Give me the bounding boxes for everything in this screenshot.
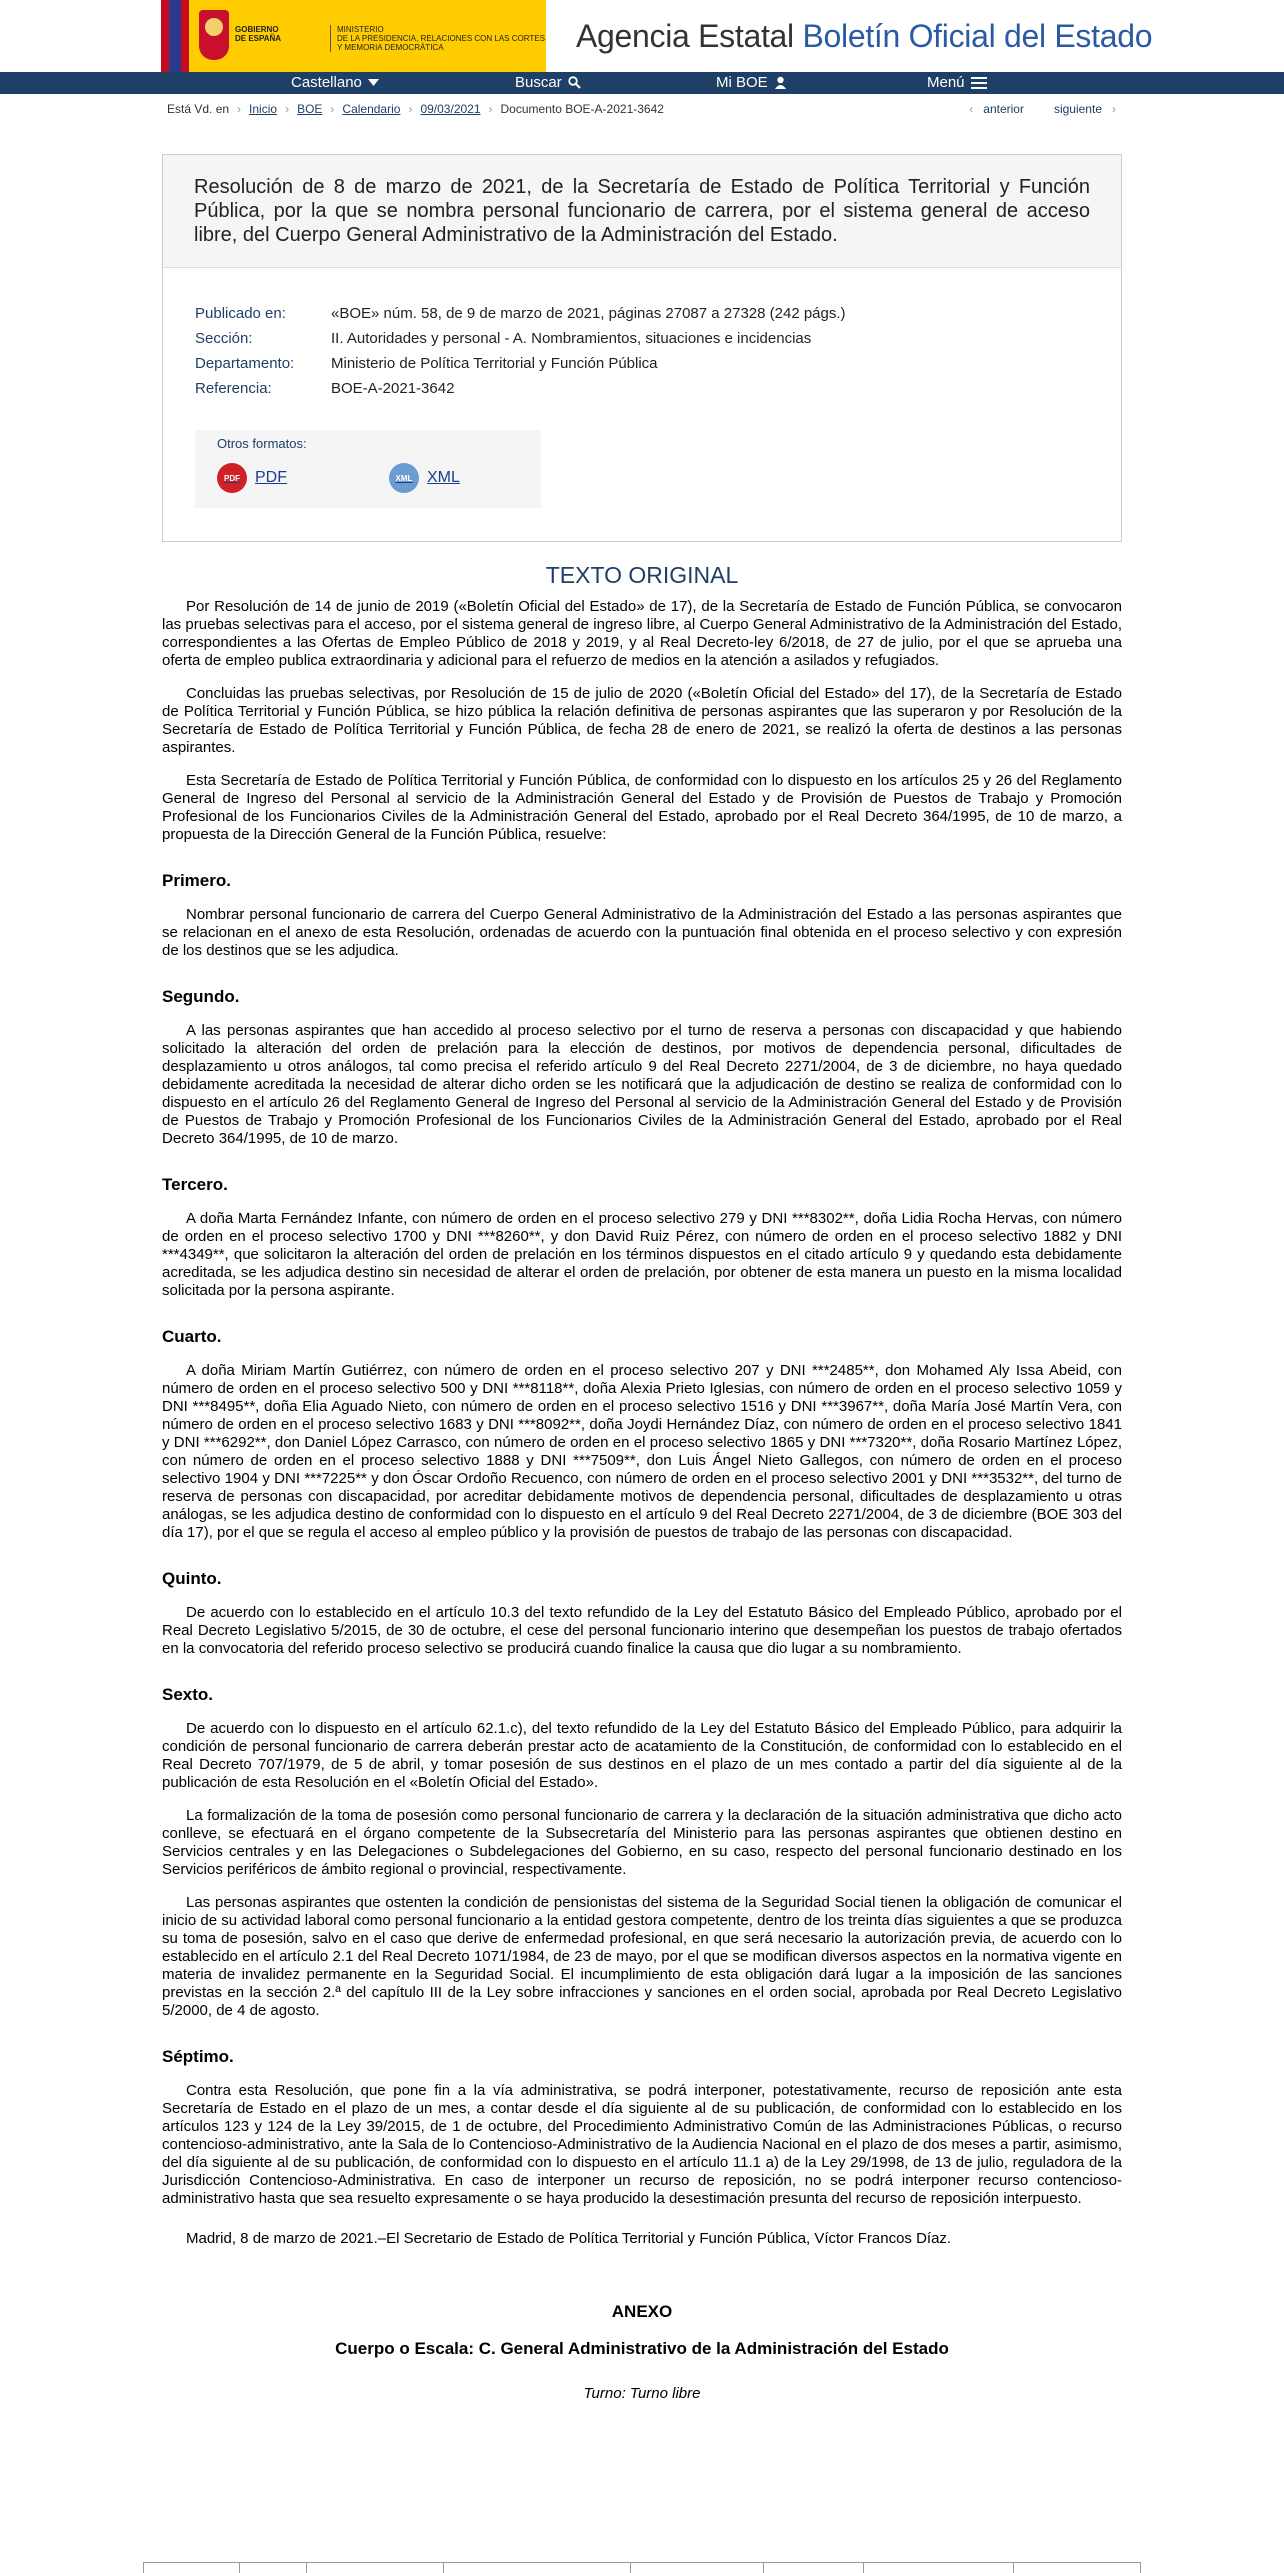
agency-title[interactable]: Agencia Estatal Boletín Oficial del Estado (576, 18, 1153, 54)
coat-of-arms-icon (199, 10, 229, 60)
other-formats (195, 430, 541, 508)
meta-value: BOE-A-2021-3642 (331, 380, 455, 397)
ministry-label: MINISTERIO DE LA PRESIDENCIA, RELACIONES CON LAS CORTES Y MEMORIA DEMOCRÁTICA (330, 25, 545, 52)
meta-value: II. Autoridades y personal - A. Nombramientos, situaciones e incidencias (331, 330, 812, 347)
pdf-label[interactable]: PDF (255, 469, 287, 486)
document-summary (162, 154, 1122, 542)
government-logo-band[interactable] (161, 0, 546, 72)
pdf-link[interactable] (217, 463, 287, 493)
chevron-right-icon: › (408, 102, 413, 116)
chevron-right-icon: › (285, 102, 290, 116)
main-nav (0, 72, 1284, 94)
search-button[interactable]: Buscar (515, 74, 581, 91)
language-selector[interactable]: Castellano (291, 74, 379, 91)
breadcrumb (0, 94, 1284, 124)
section-heading: Tercero. (162, 1175, 228, 1194)
meta-key: Referencia: (195, 380, 272, 397)
flag-stripe (161, 0, 189, 72)
anexo-subtitle: Cuerpo o Escala: C. General Administrativo de la Administración del Estado (335, 2339, 949, 2358)
gov-label: GOBIERNO DE ESPAÑA (235, 25, 282, 43)
pdf-icon: PDF (217, 463, 247, 493)
section-paragraph: La formalización de la toma de posesión como personal funcionario de carrera y la declaración de la situación administrativa que dicho acto conlleve, se efectuará en el órgano competente de la Subsecretaría del Ministerio para las personas aspirantes que obtienen destino en Servicios centrales y en las Delegaciones o Subdelegaciones del Gobierno, en su caso, respecto del personal funcionario destinado en los Servicios periféricos de ámbito regional o provincial, respectivamente. (162, 1807, 1122, 1878)
breadcrumb-calendario[interactable]: Calendario (342, 102, 401, 116)
section-paragraph: De acuerdo con lo dispuesto en el artículo 62.1.c), del texto refundido de la Ley del Estatuto Básico del Empleado Público, para adquirir la condición de personal funcionario de carrera deberán prestar acto de acatamiento de la Constitución, de conformidad con lo establecido en el Real Decreto 707/1979, de 5 de abril, y tomar posesión de sus destinos en el plazo de un mes contado a partir del día siguiente al de la publicación de esta Resolución en el «Boletín Oficial del Estado». (162, 1720, 1122, 1791)
meta-key: Departamento: (195, 355, 295, 372)
section-paragraph: Contra esta Resolución, que pone fin a la vía administrativa, se podrá interponer, potestativamente, recurso de reposición ante esta Secretaría de Estado en el plazo de un mes, a contar desde el día siguiente al de su publicación, de conformidad con lo establecido en los artículos 123 y 124 de la Ley 39/2015, de 1 de octubre, del Procedimiento Administrativo Común de las Administraciones Públicas, o recurso contencioso-administrativo, ante la Sala de lo Contencioso-Administrativo de la Audiencia Nacional en el plazo de dos meses a partir, asimismo, del día siguiente al de su publicación, de conformidad con lo dispuesto en el artículo 11.1 a) de la Ley 29/1998, de 13 de julio, reguladora de la Jurisdicción Contencioso-Administrativa. En caso de interponer un recurso de reposición, no se podrá interponer recurso contencioso-administrativo hasta que sea resuelto expresamente o se haya producido la desestimación presunta del recurso de reposición interpuesto. (162, 2082, 1122, 2207)
xml-link[interactable] (389, 463, 460, 493)
chevron-right-icon: › (330, 102, 335, 116)
site-header (0, 0, 1284, 72)
document-title: Resolución de 8 de marzo de 2021, de la Secretaría de Estado de Política Territorial y Función Pública, por la que se nombra personal funcionario de carrera, por el sistema general de acceso libre, del Cuerpo General Administrativo de la Administración del Estado. (163, 155, 1121, 268)
section-paragraph: A doña Miriam Martín Gutiérrez, con número de orden en el proceso selectivo 207 y DNI ***2485**, don Mohamed Aly Issa Abeid, con número de orden en el proceso selectivo 500 y DNI ***8118**, doña Alexia Prieto Iglesias, con número de orden en el proceso selectivo 1059 y DNI ***8495**, doña Elia Aguado Nieto, con número de orden en el proceso selectivo 1516 y DNI ***3967**, doña María José Martín Vera, con número de orden en el proceso selectivo 1683 y DNI ***8092**, doña Joydi Hernández Díaz, con número de orden en el proceso selectivo 1841 y DNI ***6292**, don Daniel López Carrasco, con número de orden en el proceso selectivo 1865 y DNI ***7320**, doña Rosario Martínez López, con número de orden en el proceso selectivo 1888 y DNI ***7509**, don Luis Ángel Nieto Gallegos, con número de orden en el proceso selectivo 1904 y DNI ***7225** y don Óscar Ordoño Recuenco, con número de orden en el proceso selectivo 2001 y DNI ***3532**, del turno de reserva de personas con discapacidad, por acreditar debidamente motivos de dependencia personal, dificultades de desplazamiento u otras análogas, se les adjudica destino de conformidad con lo dispuesto en el artículo 9 del Real Decreto 2271/2004, de 3 de diciembre (BOE 303 del día 17), por el que se regula el acceso al empleo público y la provisión de puestos de trabajo de las personas con discapacidad. (162, 1362, 1122, 1541)
search-icon (568, 76, 581, 89)
chevron-left-icon: ‹ (969, 102, 974, 116)
anexo-title: ANEXO (611, 2302, 673, 2321)
chevron-right-icon: › (488, 102, 493, 116)
breadcrumb-boe[interactable]: BOE (297, 102, 323, 116)
section-heading: Segundo. (162, 987, 240, 1006)
section-paragraph: Las personas aspirantes que ostenten la condición de pensionistas del sistema de la Seguridad Social tienen la obligación de comunicar el inicio de su actividad laboral como personal funcionario a la entidad gestora competente, dentro de los treinta días siguientes a que se produzca su toma de posesión, salvo en el caso que derive de enfermedad profesional, en que será necesario la autorización previa, de acuerdo con lo establecido en el artículo 2.1 del Real Decreto 1071/1984, de 23 de mayo, por el que se modifican diversos aspectos en la normativa vigente en materia de invalidez permanente en la Seguridad Social. El incumplimiento de esta obligación dará lugar a la imposición de las sanciones previstas en la sección 2.ª del capítulo III de la Ley sobre infracciones y sanciones en el orden social, aprobada por Real Decreto Legislativo 5/2000, de 4 de agosto. (162, 1894, 1122, 2019)
section-heading: Cuarto. (162, 1327, 222, 1346)
meta-key: Sección: (195, 330, 253, 347)
breadcrumb-prefix: Está Vd. en (167, 102, 230, 116)
intro-paragraph: Concluidas las pruebas selectivas, por Resolución de 15 de julio de 2020 («Boletín Oficial del Estado» del 17), de la Secretaría de Estado de Política Territorial y Función Pública, se hizo pública la relación definitiva de personas aspirantes que las superaron y por Resolución de la Secretaría de Estado de Política Territorial y Función Pública, de fecha 28 de enero de 2021, se realizó la oferta de destinos a las personas aspirantes. (162, 685, 1122, 756)
meta-value: «BOE» núm. 58, de 9 de marzo de 2021, páginas 27087 a 27328 (242 págs.) (331, 305, 846, 322)
user-icon (774, 76, 787, 89)
myboe-button[interactable]: Mi BOE (716, 74, 787, 91)
meta-value: Ministerio de Política Territorial y Función Pública (331, 355, 658, 372)
breadcrumb-inicio[interactable]: Inicio (249, 102, 278, 116)
breadcrumb-date[interactable]: 09/03/2021 (420, 102, 481, 116)
hamburger-icon (971, 77, 987, 89)
xml-label[interactable]: XML (427, 469, 460, 486)
texto-original-heading: TEXTO ORIGINAL (545, 562, 739, 588)
breadcrumb-current: Documento BOE-A-2021-3642 (500, 102, 664, 116)
menu-button[interactable]: Menú (927, 74, 987, 91)
section-paragraph: Nombrar personal funcionario de carrera del Cuerpo General Administrativo de la Administración del Estado a las personas aspirantes que se relacionan en el anexo de esta Resolución, ordenadas de acuerdo con la puntuación final obtenida en el proceso selectivo y con expresión de los destinos que se les adjudica. (162, 906, 1122, 959)
section-paragraph: De acuerdo con lo establecido en el artículo 10.3 del texto refundido de la Ley del Estatuto Básico del Empleado Público, aprobado por el Real Decreto Legislativo 5/2015, de 30 de octubre, el cese del personal funcionario interino que desempeñan los puestos de trabajo ofertados en la convocatoria del referido proceso selectivo se producirá cuando finalice la causa que dio lugar a su nombramiento. (162, 1604, 1122, 1657)
section-heading: Quinto. (162, 1569, 222, 1588)
section-heading: Primero. (162, 871, 231, 890)
document-body (162, 560, 1122, 2403)
next-link[interactable]: siguiente (1053, 102, 1102, 116)
section-heading: Séptimo. (162, 2047, 234, 2066)
intro-paragraph: Por Resolución de 14 de junio de 2019 («Boletín Oficial del Estado» de 17), de la Secretaría de Estado de Función Pública, se convocaron las pruebas selectivas para el acceso, por el sistema general de ingreso libre, al Cuerpo General Administrativo de la Administración del Estado, correspondientes a las Ofertas de Empleo Público de 2018 y 2019, y al Real Decreto-ley 6/2018, de 27 de julio, por el que se aprueba una oferta de empleo publica extraordinaria y adicional para el refuerzo de medios en la atención a asilados y refugiados. (162, 598, 1122, 669)
section-heading: Sexto. (162, 1685, 214, 1704)
intro-paragraph: Esta Secretaría de Estado de Política Territorial y Función Pública, de conformidad con lo dispuesto en los artículos 25 y 26 del Reglamento General de Ingreso del Personal al servicio de la Administración General del Estado y de Provisión de Puestos de Trabajo y Promoción Profesional de los Funcionarios Civiles de la Administración General del Estado, aprobado por el Real Decreto 364/1995, de 10 de marzo, a propuesta de la Dirección General de la Función Pública, resuelve: (162, 772, 1122, 843)
section-paragraph: A doña Marta Fernández Infante, con número de orden en el proceso selectivo 279 y DNI ***8302**, doña Lidia Rocha Hervas, con número de orden en el proceso selectivo 1700 y DNI ***8260**, y don David Ruiz Pérez, con número de orden en el proceso selectivo 1882 y DNI ***4349**, que solicitaron la alteración del orden de prelación en los términos dispuestos en el citado artículo 9 y quedando esta debidamente acreditada, se les adjudica destino sin necesidad de alterar el orden de prelación, por obtener de esta manera un puesto en la misma localidad solicitada por la persona aspirante. (162, 1210, 1122, 1299)
anexo-turno: Turno: Turno libre (583, 2385, 701, 2402)
signature: Madrid, 8 de marzo de 2021.–El Secretario de Estado de Política Territorial y Función Pública, Víctor Francos Díaz. (186, 2230, 952, 2247)
document-meta (195, 301, 846, 401)
caret-down-icon (368, 79, 379, 86)
formats-label: Otros formatos: (217, 436, 307, 451)
prev-link[interactable]: anterior (983, 102, 1024, 116)
xml-icon: XML (389, 463, 419, 493)
chevron-right-icon: › (237, 102, 242, 116)
section-paragraph: A las personas aspirantes que han accedido al proceso selectivo por el turno de reserva a personas con discapacidad y que habiendo solicitado la alteración del orden de prelación para la elección de destinos, por motivos de dependencia personal, dificultades de desplazamiento u otros análogos, tal como precisa el referido artículo 9 del Real Decreto 2271/2004, de 3 de diciembre, no haya quedado debidamente acreditada la necesidad de alterar dicho orden se les notificará que la adjudicación de destino se realiza de conformidad con lo dispuesto en el artículo 26 del Reglamento General de Ingreso del Personal al servicio de la Administración General del Estado y de Provisión de Puestos de Trabajo y Promoción Profesional de los Funcionarios Civiles de la Administración General del Estado, aprobado por el Real Decreto 364/1995, de 10 de marzo. (162, 1022, 1122, 1147)
chevron-right-icon: › (1112, 102, 1116, 116)
meta-key: Publicado en: (195, 305, 286, 322)
